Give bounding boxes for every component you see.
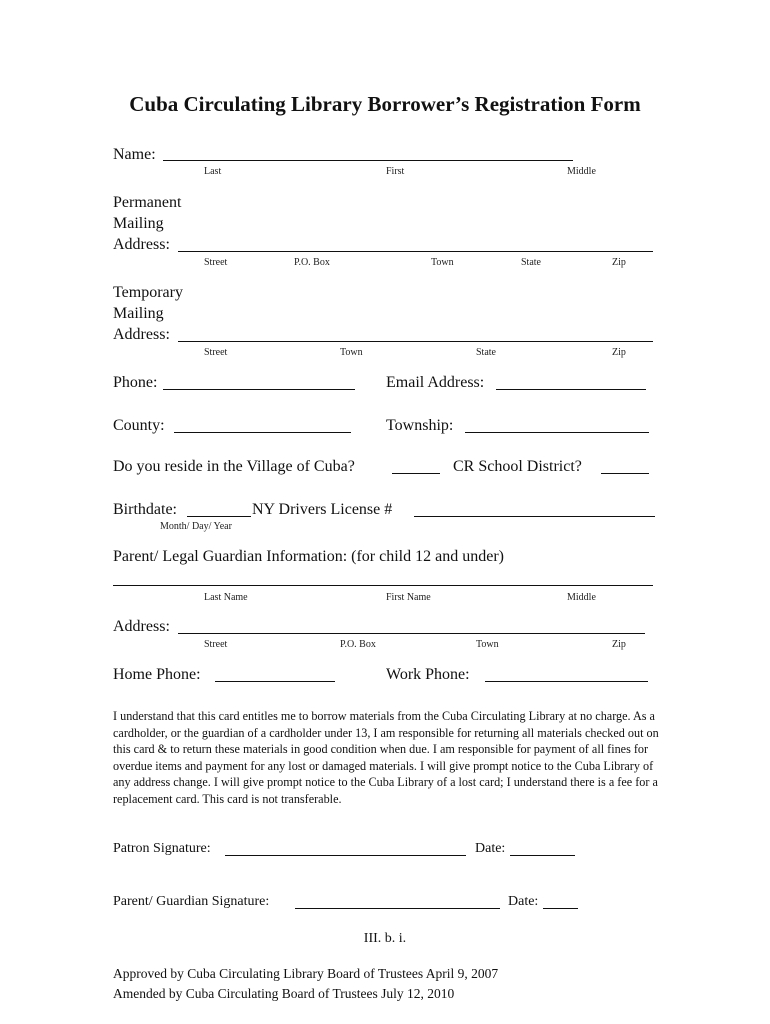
- patron-signature-field[interactable]: [225, 855, 466, 856]
- temporary-label-3: Address:: [113, 326, 170, 343]
- birthdate-label: Birthdate:: [113, 501, 177, 518]
- temp-sub-zip: Zip: [612, 347, 626, 358]
- perm-sub-state: State: [521, 257, 541, 268]
- county-label: County:: [113, 417, 165, 434]
- temp-sub-street: Street: [204, 347, 228, 358]
- patron-date-field[interactable]: [510, 855, 575, 856]
- form-title: Cuba Circulating Library Borrower’s Registration Form: [129, 92, 641, 116]
- birthdate-sub: Month/ Day/ Year: [160, 521, 232, 532]
- name-sub-last: Last: [204, 166, 222, 177]
- perm-sub-street: Street: [204, 257, 228, 268]
- district-answer-field[interactable]: [601, 473, 649, 474]
- name-sub-first: First: [386, 166, 405, 177]
- guardian-date-label: Date:: [508, 894, 539, 909]
- addr-sub-zip: Zip: [612, 639, 626, 650]
- township-field[interactable]: [465, 432, 649, 433]
- policy-code: III. b. i.: [363, 931, 407, 946]
- perm-sub-zip: Zip: [612, 257, 626, 268]
- home-phone-field[interactable]: [215, 681, 335, 682]
- addr-sub-pobox: P.O. Box: [340, 639, 376, 650]
- guardian-signature-label: Parent/ Guardian Signature:: [113, 894, 270, 909]
- temporary-label-2: Mailing: [113, 305, 164, 322]
- permanent-label-2: Mailing: [113, 215, 164, 232]
- temporary-address-field[interactable]: [178, 341, 653, 342]
- name-label: Name:: [113, 146, 156, 163]
- guardian-address-field[interactable]: [178, 633, 645, 634]
- permanent-label-3: Address:: [113, 236, 170, 253]
- guardian-sub-last: Last Name: [204, 592, 248, 603]
- guardian-signature-field[interactable]: [295, 908, 500, 909]
- district-question: CR School District?: [453, 458, 582, 475]
- birthdate-field[interactable]: [187, 516, 251, 517]
- temporary-label-1: Temporary: [113, 284, 183, 301]
- perm-sub-town: Town: [431, 257, 454, 268]
- addr-sub-town: Town: [476, 639, 499, 650]
- guardian-date-field[interactable]: [543, 908, 578, 909]
- license-field[interactable]: [414, 516, 655, 517]
- county-field[interactable]: [174, 432, 351, 433]
- perm-sub-pobox: P.O. Box: [294, 257, 330, 268]
- permanent-label-1: Permanent: [113, 194, 182, 211]
- name-field[interactable]: [163, 160, 573, 161]
- village-answer-field[interactable]: [392, 473, 440, 474]
- township-label: Township:: [386, 417, 454, 434]
- guardian-sub-first: First Name: [386, 592, 431, 603]
- email-label: Email Address:: [386, 374, 485, 391]
- guardian-sub-middle: Middle: [567, 592, 596, 603]
- email-field[interactable]: [496, 389, 646, 390]
- permanent-address-field[interactable]: [178, 251, 653, 252]
- phone-label: Phone:: [113, 374, 158, 391]
- patron-signature-label: Patron Signature:: [113, 841, 211, 856]
- guardian-address-label: Address:: [113, 618, 170, 635]
- patron-date-label: Date:: [475, 841, 506, 856]
- name-sub-middle: Middle: [567, 166, 596, 177]
- home-phone-label: Home Phone:: [113, 666, 201, 683]
- amended-note: Amended by Cuba Circulating Board of Trustees July 12, 2010: [113, 986, 455, 1001]
- guardian-heading: Parent/ Legal Guardian Information: (for child 12 and under): [113, 548, 504, 565]
- work-phone-label: Work Phone:: [386, 666, 470, 683]
- temp-sub-town: Town: [340, 347, 363, 358]
- license-label: NY Drivers License #: [252, 501, 393, 518]
- agreement-text: I understand that this card entitles me to borrow materials from the Cuba Circulating Library at no charge. As a cardholder, or the guardian of a cardholder under 13, I am responsible for returning all materials checked out on this card & to return these materials in good condition when due. I am responsible for payment of all fines for overdue items and payment for any lost or damaged materials. I will give prompt notice to the Cuba Library of any address change. I will give prompt notice to the Cuba Library of a lost card; I understand there is a fee for a replacement card. This card is not transferable.: [113, 709, 659, 806]
- addr-sub-street: Street: [204, 639, 228, 650]
- village-question: Do you reside in the Village of Cuba?: [113, 458, 355, 475]
- phone-field[interactable]: [163, 389, 355, 390]
- approved-note: Approved by Cuba Circulating Library Board of Trustees April 9, 2007: [113, 966, 499, 981]
- guardian-name-field[interactable]: [113, 585, 653, 586]
- temp-sub-state: State: [476, 347, 496, 358]
- work-phone-field[interactable]: [485, 681, 648, 682]
